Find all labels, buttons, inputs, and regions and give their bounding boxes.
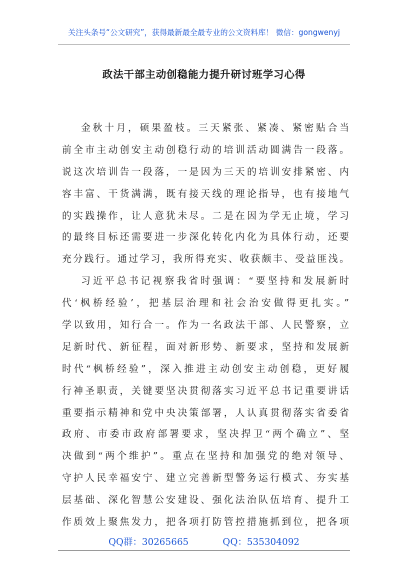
paragraph-line: 前全市主动创安主动创稳行动的培训活动圆满告一段落。 bbox=[62, 144, 349, 156]
paragraph-line: 学以致用，知行合一。作为一名政法干部、人民警察，立 bbox=[62, 320, 349, 332]
paragraph-line: 作质效上聚焦发力，把各项打防管控措施抓到位，把各项 bbox=[62, 517, 349, 529]
paragraph-line: 时代“枫桥经验”，深入推进主动创安主动创稳，更好履 bbox=[62, 363, 349, 375]
footer-qq: QQ：535304092 bbox=[222, 537, 300, 548]
paragraph-line: 充分践行。通过学习，我所得充实、收获颇丰、受益匪浅。 bbox=[62, 254, 349, 266]
paragraph-line: 足新时代、新征程，面对新形势、新要求，坚持和发展新 bbox=[62, 341, 349, 353]
paragraph-line: 决做到“两个维护”。重点在坚持和加强党的绝对领导、 bbox=[62, 451, 349, 463]
footer-qq-group: QQ群：30265665 bbox=[108, 537, 189, 548]
paragraph-line: 代‘枫桥经验’，把基层治理和社会治安做得更扎实。” bbox=[62, 298, 349, 310]
document-title: 政法干部主动创稳能力提升研讨班学习心得 bbox=[102, 69, 306, 81]
footer-divider bbox=[58, 550, 350, 551]
header-note: 关注头条号“公文研究”，获得最新最全最专业的公文资料库！ 微信：gongwenyj bbox=[68, 28, 340, 37]
paragraph-line: 守护人民幸福安宁、建立完善新型警务运行模式、夯实基 bbox=[62, 473, 349, 485]
paragraph-line: 层基础、深化智慧公安建设、强化法治队伍培育、提升工 bbox=[62, 495, 349, 507]
paragraph-line: 金秋十月，硕果盈枝。三天紧张、紧凑、紧密贴合当 bbox=[81, 123, 349, 134]
body-text bbox=[62, 118, 349, 534]
footer-contacts bbox=[0, 534, 408, 548]
paragraph-line: 的实践操作，让人意犹未尽。二是在因为学无止境，学习 bbox=[62, 210, 349, 222]
paragraph-line: 说这次培训告一段落，一是因为三天的培训安排紧密、内 bbox=[62, 166, 349, 178]
paragraph-line: 容丰富、干货满满，既有接天线的理论指导，也有接地气 bbox=[62, 188, 349, 200]
paragraph-line: 重要指示精神和党中央决策部署，人认真贯彻落实省委省 bbox=[62, 407, 349, 419]
paragraph-line: 行神圣职责，关键要坚决贯彻落实习近平总书记重要讲话 bbox=[62, 385, 349, 397]
header-divider bbox=[58, 44, 350, 45]
paragraph-line: 的最终目标还需要进一步深化转化内化为具体行动，还要 bbox=[62, 232, 349, 244]
paragraph-line: 政府、市委市政府部署要求，坚决捍卫“两个确立”、坚 bbox=[62, 429, 349, 441]
paragraph-line: 习近平总书记视察我省时强调：“要坚持和发展新时 bbox=[81, 276, 349, 288]
